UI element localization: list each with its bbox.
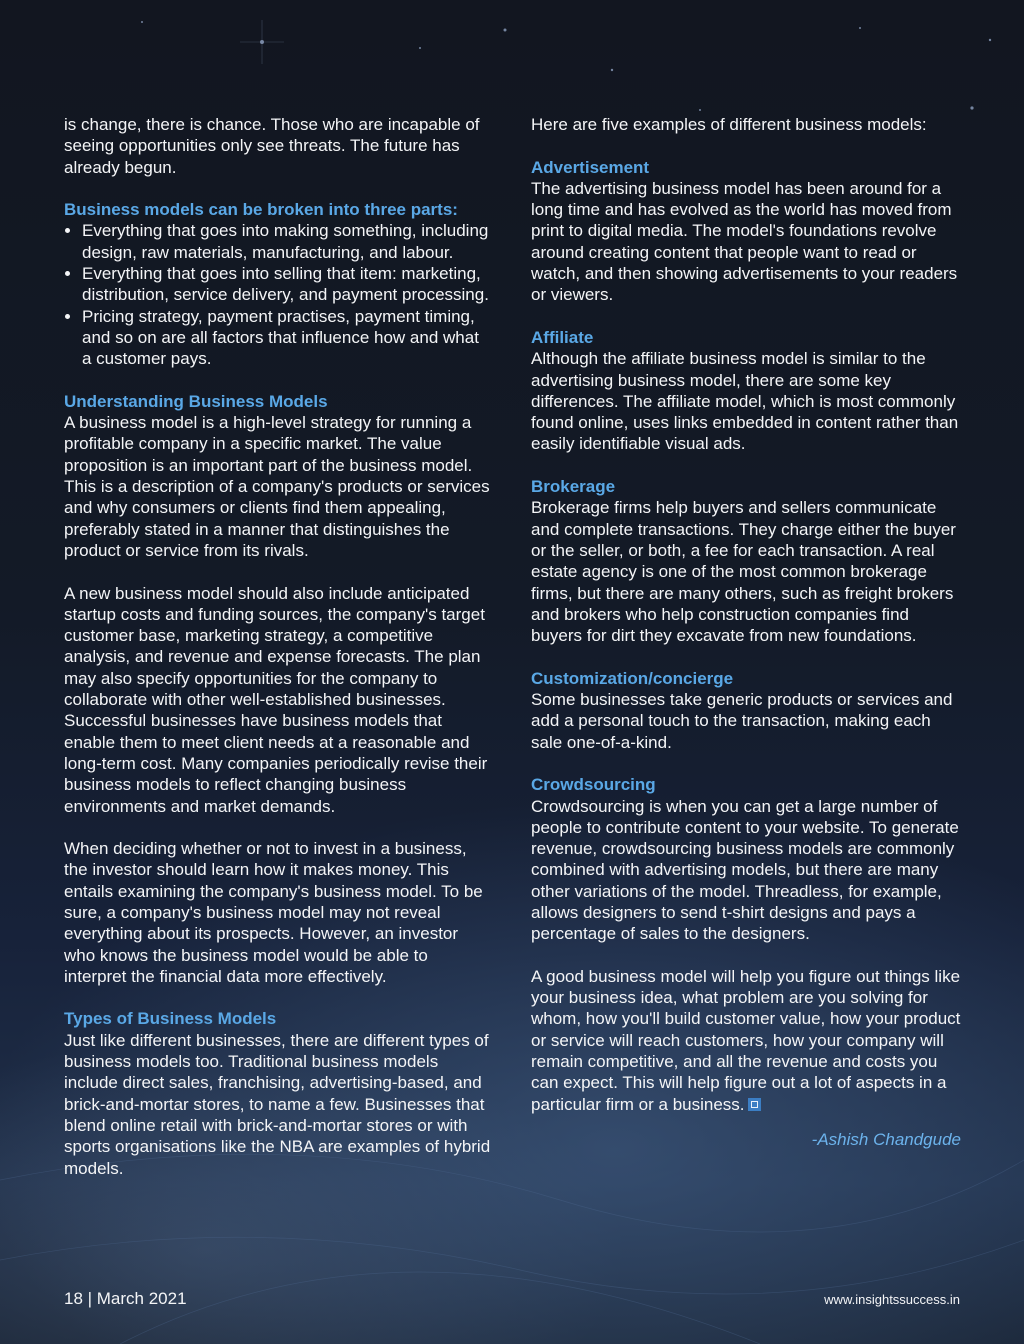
advertisement-paragraph: The advertising business model has been around for a long time and has evolved as the world has moved from print to digital media. The model's foundations revolve around creating content that people want to read or watch, and then showing advertisements to your readers or viewers. xyxy=(531,178,958,305)
crowdsourcing-paragraph: Crowdsourcing is when you can get a large number of people to contribute content to your website. To generate revenue, crowdsourcing business models are commonly combined with advertising models, but there are many other variations of the model. Threadless, for example, allows designers to send t-shirt designs and pays a percentage of sales to the designers. xyxy=(531,796,959,944)
understanding-paragraph: A business model is a high-level strategy for running a profitable company in a specific market. The value proposition is an important part of the business model. This is a description of a company's products or services and why consumers or clients find them appealing, preferably stated in a manner that distinguishes the product or service from its rivals. xyxy=(64,413,490,560)
end-mark-icon xyxy=(748,1098,761,1111)
business-model-paragraph: A new business model should also include anticipated startup costs and funding sources, the company's target customer base, marketing strategy, a competitive analysis, and revenue and expense forecasts. The plan may also specify opportunities for the company to collaborate with other well-established businesses. Successful businesses have business models that enable them to meet client needs at a reasonable and long-term cost. Many companies periodically revise their business models to reflect changing business environments and market demands. xyxy=(64,583,488,816)
types-heading: Types of Business Models xyxy=(64,1009,277,1029)
examples-intro: Here are five examples of different business models: xyxy=(531,115,927,134)
brokerage-paragraph: Brokerage firms help buyers and sellers communicate and complete transactions. They charge either the buyer or the seller, or both, a fee for each transaction. A real estate agency is one of the most common brokerage firms, but there are many others, such as freight brokers and brokers who help construction companies find buyers for dirt they excavate from new foundations. xyxy=(531,498,956,646)
customization-heading: Customization/concierge xyxy=(531,668,734,688)
customization-paragraph: Some businesses take generic products or services and add a personal touch to the transaction, making each sale one-of-a-kind. xyxy=(531,690,953,752)
page-footer-info: 18 | March 2021 xyxy=(64,1289,187,1308)
author-signature: -Ashish Chandgude xyxy=(811,1129,961,1149)
investor-paragraph: When deciding whether or not to invest in a business, the investor should learn how it makes money. This entails examining the company's business model. To be sure, a company's business model may not reveal everything about its prospects. However, an investor who knows the business model would be able to interpret the financial data more effectively. xyxy=(64,839,483,986)
list-item: • Everything that goes into selling that item: marketing, distribution, service delivery, and payment processing. xyxy=(82,263,492,306)
right-column xyxy=(531,114,961,1150)
list-item: • Pricing strategy, payment practises, payment timing, and so on are all factors that influence how and what a customer pays. xyxy=(82,306,492,370)
left-column xyxy=(64,114,492,1200)
parts-list xyxy=(64,220,492,369)
list-item: • Everything that goes into making something, including design, raw materials, manufacturing, and labour. xyxy=(82,220,492,263)
website-link[interactable]: www.insightssuccess.in xyxy=(824,1292,960,1307)
intro-paragraph: is change, there is chance. Those who are incapable of seeing opportunities only see threats. The future has already begun. xyxy=(64,115,480,177)
affiliate-heading: Affiliate xyxy=(531,327,594,347)
brokerage-heading: Brokerage xyxy=(531,477,616,497)
conclusion-text: A good business model will help you figure out things like your business idea, what problem are you solving for whom, how you'll build customer value, how your product or service will reach customers, how your company will remain competitive, and all the revenue and costs you can expect. This will help figure out a lot of aspects in a particular firm or a business. xyxy=(531,966,961,1114)
parts-heading: Business models can be broken into three parts: xyxy=(64,200,458,220)
affiliate-paragraph: Although the affiliate business model is similar to the advertising business model, there are some key differences. The affiliate model, which is most commonly found online, uses links embedded in content rather than easily identifiable visual ads. xyxy=(531,349,959,454)
conclusion-paragraph xyxy=(531,966,961,1115)
crowdsourcing-heading: Crowdsourcing xyxy=(531,775,656,795)
advertisement-heading: Advertisement xyxy=(531,157,650,177)
understanding-heading: Understanding Business Models xyxy=(64,391,328,411)
types-paragraph: Just like different businesses, there are different types of business models too. Traditional business models include direct sales, franchising, advertising-based, and brick-and-mortar stores, to name a few. Businesses that blend online retail with brick-and-mortar stores or with sports organisations like the NBA are examples of hybrid models. xyxy=(64,1030,491,1178)
